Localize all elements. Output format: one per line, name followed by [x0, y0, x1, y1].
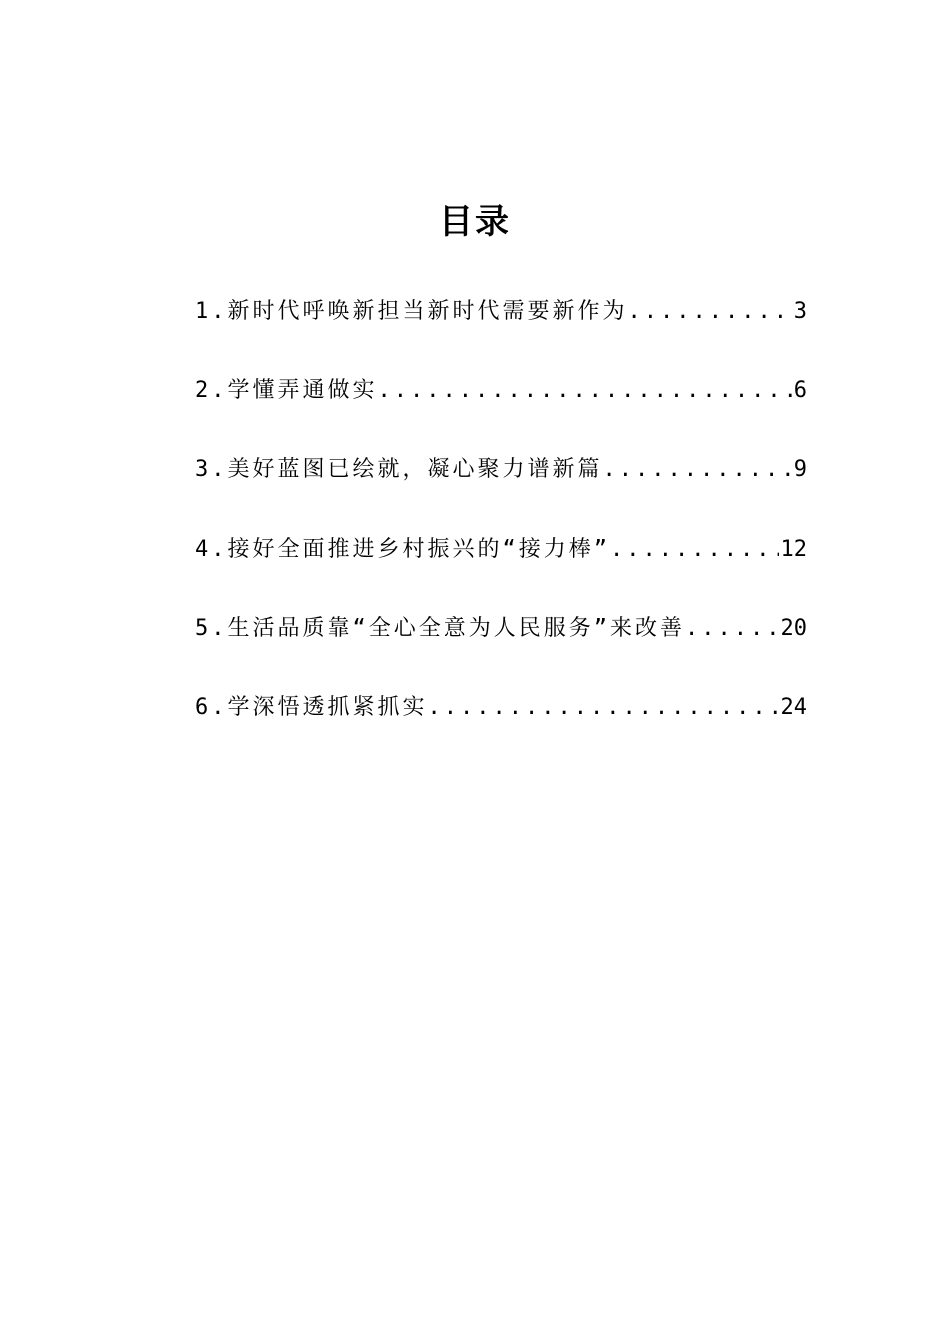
toc-entry-label: 2.学懂弄通做实	[195, 378, 378, 404]
toc-dot-leader	[428, 688, 779, 728]
toc-entry-label: 4.接好全面推进乡村振兴的“接力棒”	[195, 536, 610, 562]
toc-entry[interactable]	[195, 530, 807, 609]
toc-entry[interactable]	[195, 371, 807, 450]
toc-dot-leader	[628, 292, 792, 332]
toc-entry-label: 1.新时代呼唤新担当新时代需要新作为	[195, 299, 628, 324]
toc-page-number: 12	[780, 536, 807, 562]
toc-page-number: 9	[793, 457, 807, 483]
toc-page-number: 20	[780, 615, 807, 641]
toc-list	[195, 292, 807, 767]
toc-entry[interactable]	[195, 292, 807, 371]
toc-page-number: 24	[780, 694, 807, 720]
toc-dot-leader	[610, 530, 779, 570]
toc-page-number: 3	[793, 299, 807, 324]
toc-entry[interactable]	[195, 688, 807, 767]
toc-title: 目录	[439, 202, 511, 242]
toc-entry-label: 3.美好蓝图已绘就，凝心聚力谱新篇	[195, 457, 603, 483]
toc-entry-label: 6.学深悟透抓紧抓实	[195, 694, 428, 720]
toc-entry[interactable]	[195, 609, 807, 688]
toc-dot-leader	[603, 450, 792, 490]
toc-page-number: 6	[793, 378, 807, 404]
toc-entry-label: 5.生活品质靠“全心全意为人民服务”来改善	[195, 615, 685, 641]
toc-dot-leader	[685, 609, 779, 649]
toc-entry[interactable]	[195, 450, 807, 529]
toc-dot-leader	[378, 371, 792, 411]
